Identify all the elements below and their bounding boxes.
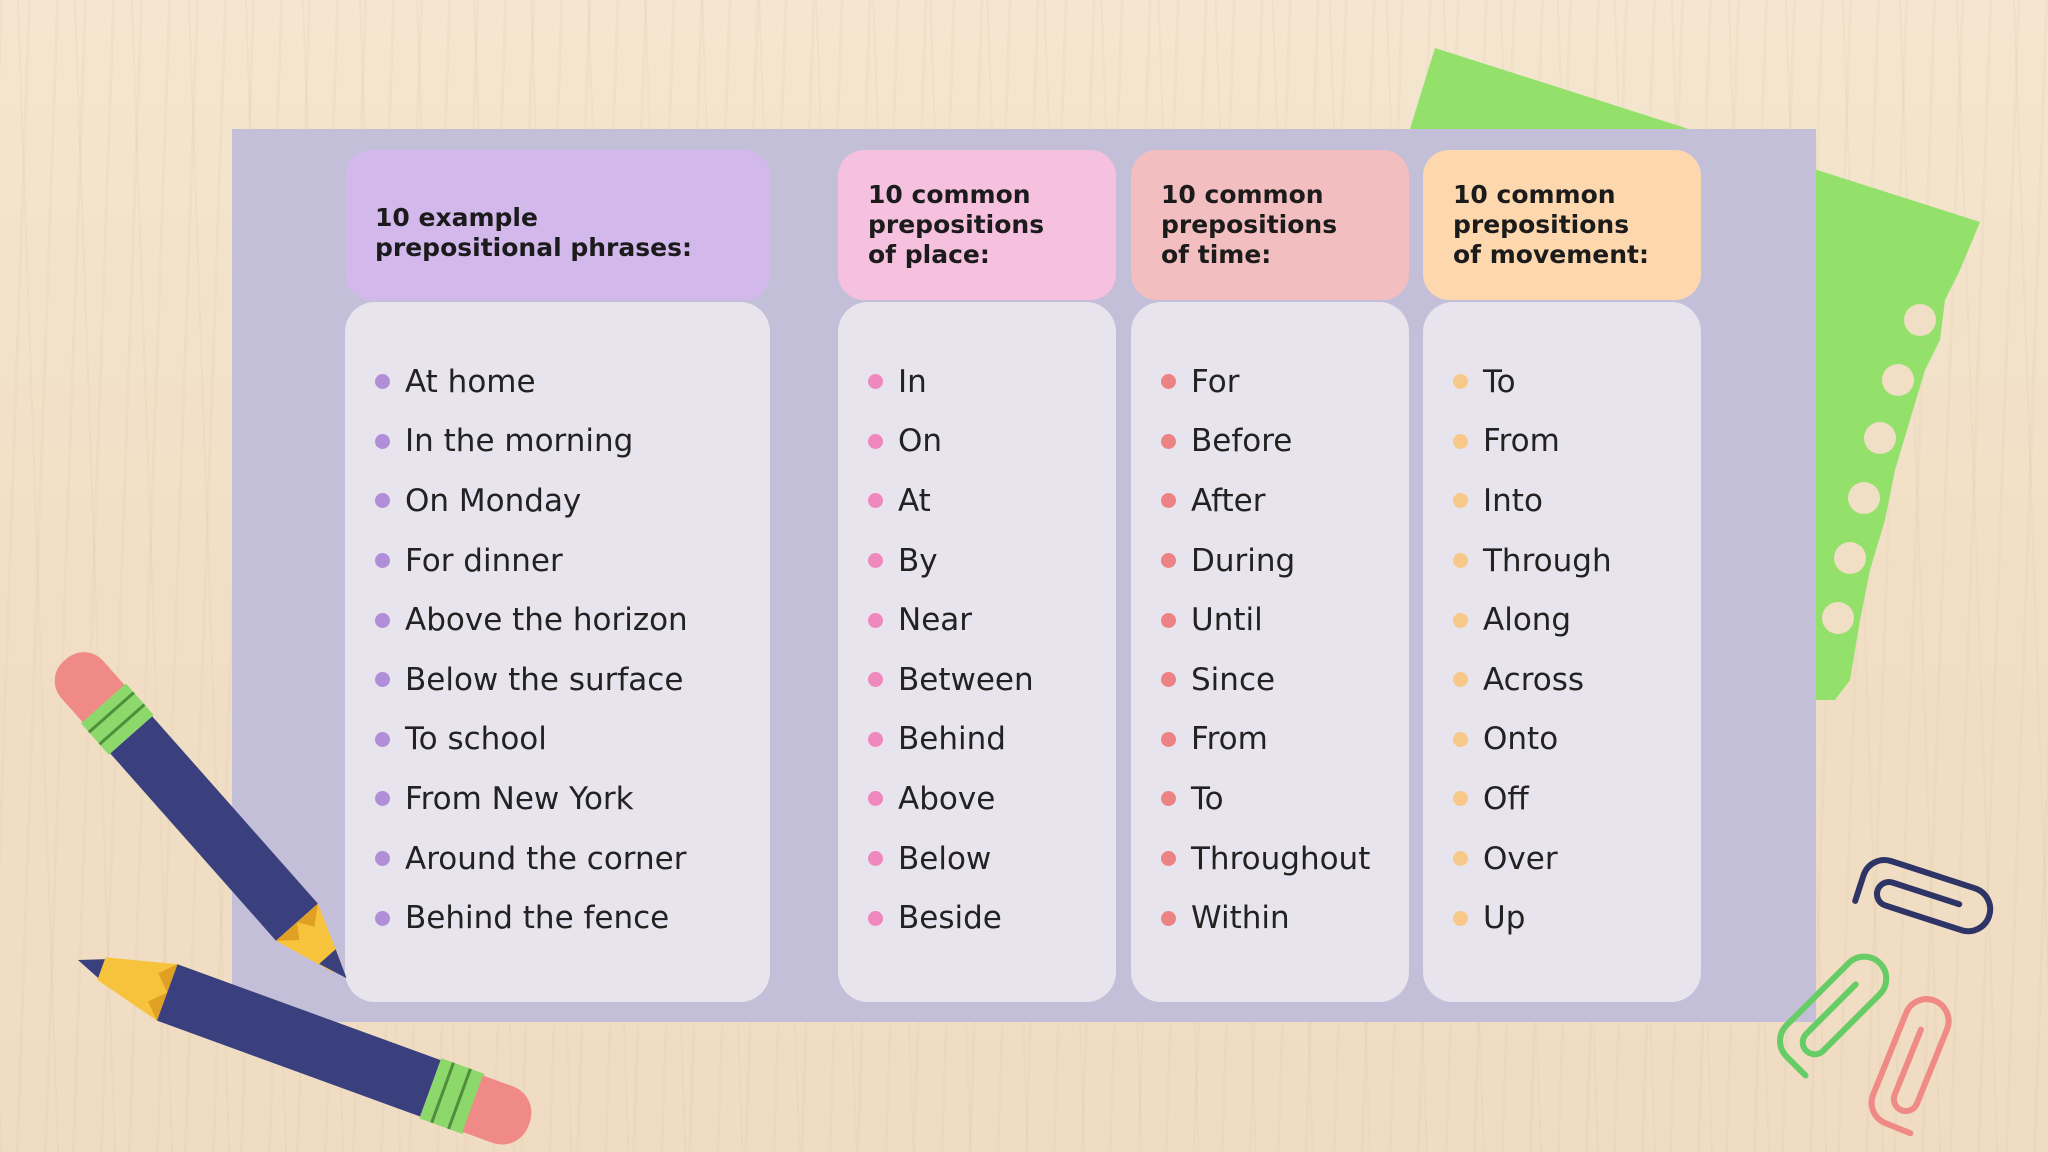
list-item: Before [1131, 412, 1409, 472]
list-item: From New York [345, 769, 770, 829]
list-item: Since [1131, 650, 1409, 710]
list-item: To school [345, 710, 770, 770]
list-item: Above [838, 769, 1116, 829]
list-item: On [838, 412, 1116, 472]
list-item: Throughout [1131, 829, 1409, 889]
list-item: Across [1423, 650, 1701, 710]
column-heading-time: 10 common prepositions of time: [1131, 150, 1409, 300]
list-item: Below the surface [345, 650, 770, 710]
list-item: At [838, 471, 1116, 531]
list-item: From [1131, 710, 1409, 770]
list-item: To [1131, 769, 1409, 829]
list-item: On Monday [345, 471, 770, 531]
list-item: Between [838, 650, 1116, 710]
list-item: Up [1423, 888, 1701, 948]
list-item: Over [1423, 829, 1701, 889]
list-item: Onto [1423, 710, 1701, 770]
list-item: In the morning [345, 412, 770, 472]
list-item: Through [1423, 531, 1701, 591]
column-heading-movement: 10 common prepositions of movement: [1423, 150, 1701, 300]
list-item: Until [1131, 590, 1409, 650]
list-item: Off [1423, 769, 1701, 829]
list-item: Along [1423, 590, 1701, 650]
list-item: From [1423, 412, 1701, 472]
list-item: Into [1423, 471, 1701, 531]
list-item: By [838, 531, 1116, 591]
list-item: At home [345, 352, 770, 412]
list-item: For [1131, 352, 1409, 412]
list-item: During [1131, 531, 1409, 591]
list-item: For dinner [345, 531, 770, 591]
list-item: Near [838, 590, 1116, 650]
list-item: Below [838, 829, 1116, 889]
list-item: To [1423, 352, 1701, 412]
column-heading-phrases: 10 example prepositional phrases: [345, 150, 770, 300]
list-item: Around the corner [345, 829, 770, 889]
list-item: Within [1131, 888, 1409, 948]
list-item: In [838, 352, 1116, 412]
list-item: Behind [838, 710, 1116, 770]
list-item: Beside [838, 888, 1116, 948]
list-item: Behind the fence [345, 888, 770, 948]
column-heading-place: 10 common prepositions of place: [838, 150, 1116, 300]
list-item: After [1131, 471, 1409, 531]
list-item: Above the horizon [345, 590, 770, 650]
